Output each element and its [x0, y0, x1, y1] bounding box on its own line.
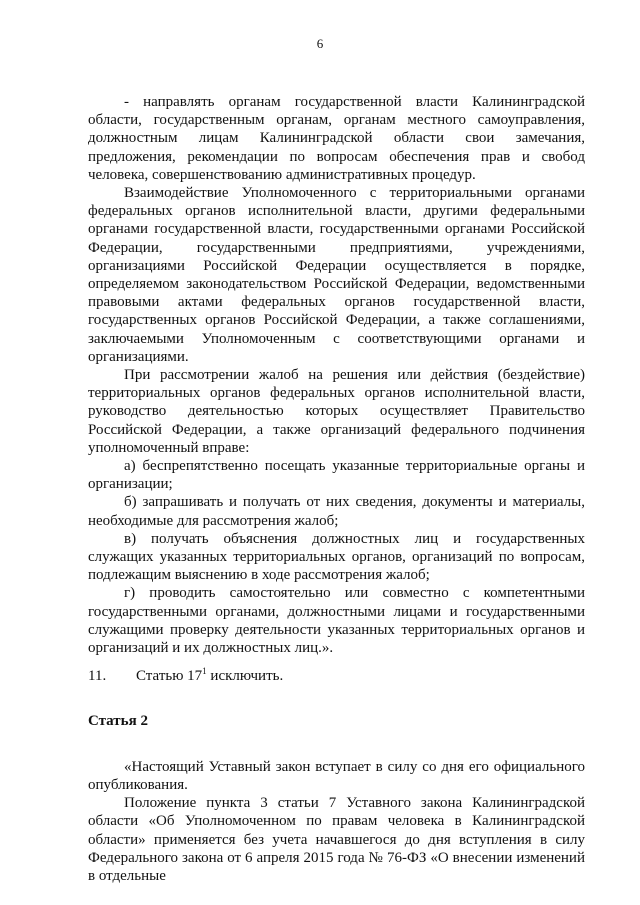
paragraph-interaction: Взаимодействие Уполномоченного с территориальными органами федеральных органов исполнительной власти, другими федеральными органами государственной власти, государственными органами Российской Федерации, государственными предприятиями, учреждениями, организациями Российской Федерации осуществляется в порядке, определяемом законодательством Российской Федерации, ведомственными правовыми актами федеральных органов государственной власти, государственных органов Российской Федерации, а также соглашениями, заключаемыми Уполномоченным с соответствующими органами и организациями. [88, 185, 585, 365]
item-11-tail: исключить. [206, 668, 284, 685]
list-item-a: а) беспрепятственно посещать указанные территориальные органы и организации; [88, 458, 585, 493]
list-item-b: б) запрашивать и получать от них сведения, документы и материалы, необходимые для рассмотрения жалоб; [88, 494, 585, 529]
paragraph-entry-into-force: «Настоящий Уставный закон вступает в силу со дня его официального опубликования. [88, 758, 585, 793]
list-item-g: г) проводить самостоятельно или совместно с компетентными государственными органами, должностными лицами и государственными служащими проверку деятельности указанных территориальных органов и организаций и их должностных лиц.». [88, 585, 585, 657]
item-11-superscript: 1 [202, 666, 207, 677]
list-item-v: в) получать объяснения должностных лиц и государственных служащих указанных территориальных органов, организаций по вопросам, подлежащим выяснению в ходе рассмотрения жалоб; [88, 530, 585, 584]
item-11-number: 11. [88, 668, 107, 685]
item-11 [88, 667, 585, 685]
paragraph-complaints: При рассмотрении жалоб на решения или действия (бездействие) территориальных органов федеральных органов исполнительной власти, руководство деятельностью которых осуществляет Правительство Российской Федерации, а также организаций федерального подчинения уполномоченный вправе: [88, 367, 585, 456]
article-heading: Статья 2 [88, 712, 148, 729]
page-number: 6 [316, 36, 324, 51]
item-11-text: Статью 17 [136, 668, 203, 685]
document-body [88, 93, 585, 885]
paragraph-provision: Положение пункта 3 статьи 7 Уставного закона Калининградской области «Об Уполномоченном по правам человека в Калининградской области» применяется без учета начавшегося до дня вступления в силу Федерального закона от 6 апреля 2015 года № 76-ФЗ «О внесении изменений в отдельные [88, 795, 585, 884]
paragraph-directive: - направлять органам государственной власти Калининградской области, государственным органам, органам местного самоуправления, должностным лицам Калининградской области свои замечания, предложения, рекомендации по вопросам обеспечения прав и свобод человека, совершенствованию административных процедур. [88, 94, 585, 183]
